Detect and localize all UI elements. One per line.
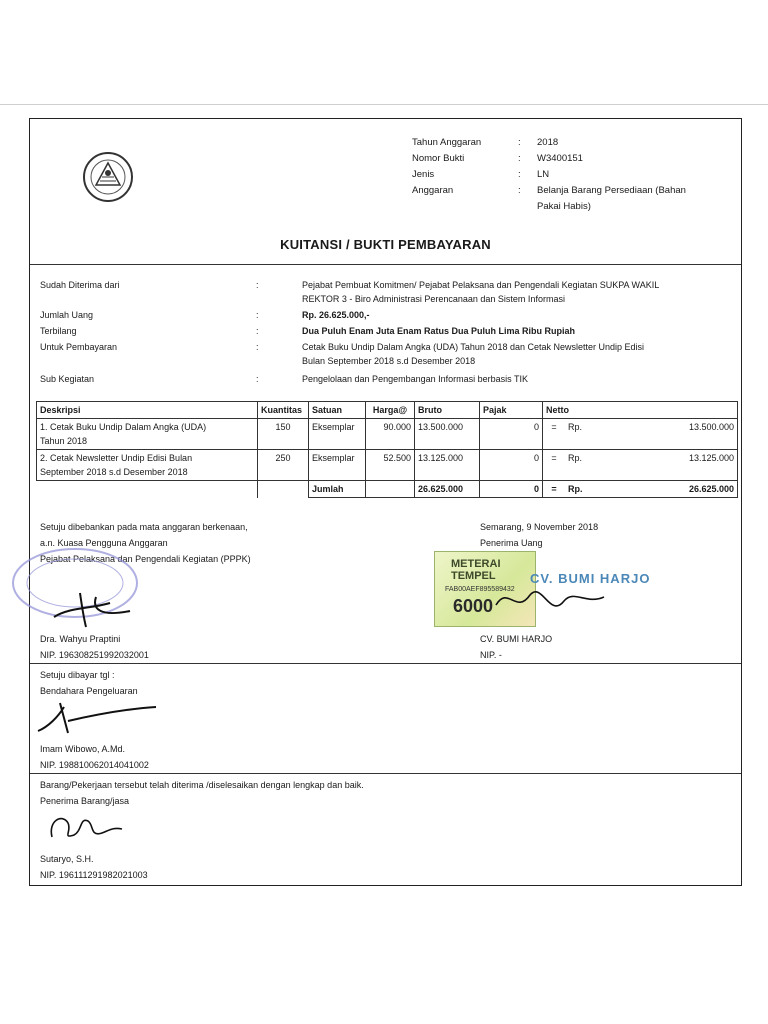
colon: : [256, 374, 259, 384]
header-value-anggaran-2: Pakai Habis) [537, 201, 591, 212]
row-netto: 13.500.000 [611, 419, 738, 450]
payment-line1: Setuju dibayar tgl : [40, 670, 115, 680]
signature-receiver [490, 575, 610, 623]
value-untuk-pembayaran-2: Bulan September 2018 s.d Desember 2018 [302, 356, 476, 366]
total-pajak: 0 [480, 481, 543, 498]
page-top-rule [0, 104, 768, 105]
value-sub-kegiatan: Pengelolaan dan Pengembangan Informasi berbasis TIK [302, 374, 528, 384]
colon: : [256, 342, 259, 352]
receipt-document [29, 118, 742, 886]
stamp-value: 6000 [453, 596, 494, 616]
approval-name: Dra. Wahyu Praptini [40, 634, 121, 644]
label-sudah-diterima: Sudah Diterima dari [40, 280, 120, 290]
row-qty: 250 [258, 450, 309, 481]
value-jumlah-uang: Rp. 26.625.000,- [302, 310, 370, 320]
header-label-jenis: Jenis [412, 169, 435, 180]
goods-nip: NIP. 196111291982021003 [40, 870, 148, 880]
col-deskripsi: Deskripsi [37, 402, 258, 419]
row-desc-line2: Tahun 2018 [40, 436, 88, 446]
header-colon: : [518, 169, 521, 180]
value-terbilang: Dua Puluh Enam Juta Enam Ratus Dua Puluh Lima Ribu Rupiah [302, 326, 576, 336]
row-desc-line1: 2. Cetak Newsletter Undip Edisi Bulan [40, 453, 193, 463]
col-satuan: Satuan [309, 402, 366, 419]
payment-nip: NIP. 198810062014041002 [40, 760, 149, 770]
table-row [37, 419, 738, 450]
row-desc [37, 419, 258, 450]
col-kuantitas: Kuantitas [258, 402, 309, 419]
col-netto: Netto [543, 402, 738, 419]
value-untuk-pembayaran-1: Cetak Buku Undip Dalam Angka (UDA) Tahun 2018 dan Cetak Newsletter Undip Edisi [302, 342, 645, 352]
row-desc-line1: 1. Cetak Buku Undip Dalam Angka (UDA) [40, 422, 207, 432]
row-rp: Rp. [565, 419, 611, 450]
label-terbilang: Terbilang [40, 326, 77, 336]
label-untuk-pembayaran: Untuk Pembayaran [40, 342, 118, 352]
header-value-tahun: 2018 [537, 137, 559, 148]
table-row [37, 450, 738, 481]
total-bruto: 26.625.000 [415, 481, 480, 498]
header-value-nomor: W3400151 [537, 153, 583, 164]
goods-line1: Barang/Pekerjaan tersebut telah diterima /diselesaikan dengan lengkap dan baik. [40, 780, 364, 790]
approval-line2: a.n. Kuasa Pengguna Anggaran [40, 538, 168, 548]
receipt-title: KUITANSI / BUKTI PEMBAYARAN [280, 237, 491, 252]
row-qty: 150 [258, 419, 309, 450]
value-sudah-diterima-2: REKTOR 3 - Biro Administrasi Perencanaan dan Sistem Informasi [302, 294, 565, 304]
receiver-nip: NIP. - [480, 650, 502, 660]
divider [30, 773, 741, 774]
header-colon: : [518, 185, 521, 196]
header-colon: : [518, 153, 521, 164]
row-eq: = [543, 419, 566, 450]
colon: : [256, 280, 259, 290]
signature-approval [50, 589, 140, 629]
row-price: 90.000 [366, 419, 415, 450]
colon: : [256, 310, 259, 320]
label-jumlah-uang: Jumlah Uang [40, 310, 94, 320]
row-rp: Rp. [565, 450, 611, 481]
col-harga: Harga@ [366, 402, 415, 419]
approval-nip: NIP. 196308251992032001 [40, 650, 149, 660]
label-sub-kegiatan: Sub Kegiatan [40, 374, 95, 384]
items-table [36, 401, 738, 498]
goods-line2: Penerima Barang/jasa [40, 796, 130, 806]
goods-name: Sutaryo, S.H. [40, 854, 94, 864]
divider [30, 663, 741, 664]
approval-line3: Pejabat Pelaksana dan Pengendali Kegiatan (PPPK) [40, 554, 251, 564]
receiver-role: Penerima Uang [480, 538, 543, 548]
approval-line1: Setuju dibebankan pada mata anggaran berkenaan, [40, 522, 248, 532]
row-desc-line2: September 2018 s.d Desember 2018 [40, 467, 188, 477]
header-label-anggaran: Anggaran [412, 185, 454, 196]
divider [30, 264, 741, 265]
signature-payment [34, 697, 164, 739]
col-pajak: Pajak [480, 402, 543, 419]
header-label-tahun: Tahun Anggaran [412, 137, 482, 148]
row-unit: Eksemplar [309, 450, 366, 481]
company-stamp: CV. BUMI HARJO [530, 571, 651, 586]
university-logo [82, 151, 134, 203]
stamp-code: FAB00AEF895589432 [445, 586, 515, 593]
value-sudah-diterima-1: Pejabat Pembuat Komitmen/ Pejabat Pelaksana dan Pengendali Kegiatan SUKPA WAKIL [302, 280, 660, 290]
header-label-nomor: Nomor Bukti [412, 153, 465, 164]
row-desc [37, 450, 258, 481]
receiver-place-date: Semarang, 9 November 2018 [480, 522, 599, 532]
signature-goods [42, 807, 132, 847]
row-price: 52.500 [366, 450, 415, 481]
row-unit: Eksemplar [309, 419, 366, 450]
row-bruto: 13.125.000 [415, 450, 480, 481]
total-label: Jumlah [309, 481, 366, 498]
payment-name: Imam Wibowo, A.Md. [40, 744, 126, 754]
payment-line2: Bendahara Pengeluaran [40, 686, 138, 696]
row-netto: 13.125.000 [611, 450, 738, 481]
total-netto: 26.625.000 [611, 481, 738, 498]
row-pajak: 0 [480, 419, 543, 450]
total-rp: Rp. [565, 481, 611, 498]
row-eq: = [543, 450, 566, 481]
receiver-name: CV. BUMI HARJO [480, 634, 553, 644]
total-empty [37, 481, 258, 498]
table-total-row [37, 481, 738, 498]
table-header-row [37, 402, 738, 419]
total-empty [258, 481, 309, 498]
row-bruto: 13.500.000 [415, 419, 480, 450]
header-colon: : [518, 137, 521, 148]
stamp-title: METERAI TEMPEL [451, 558, 501, 582]
total-empty [366, 481, 415, 498]
total-eq: = [543, 481, 566, 498]
header-value-jenis: LN [537, 169, 550, 180]
header-value-anggaran: Belanja Barang Persediaan (Bahan [537, 185, 686, 196]
row-pajak: 0 [480, 450, 543, 481]
col-bruto: Bruto [415, 402, 480, 419]
colon: : [256, 326, 259, 336]
